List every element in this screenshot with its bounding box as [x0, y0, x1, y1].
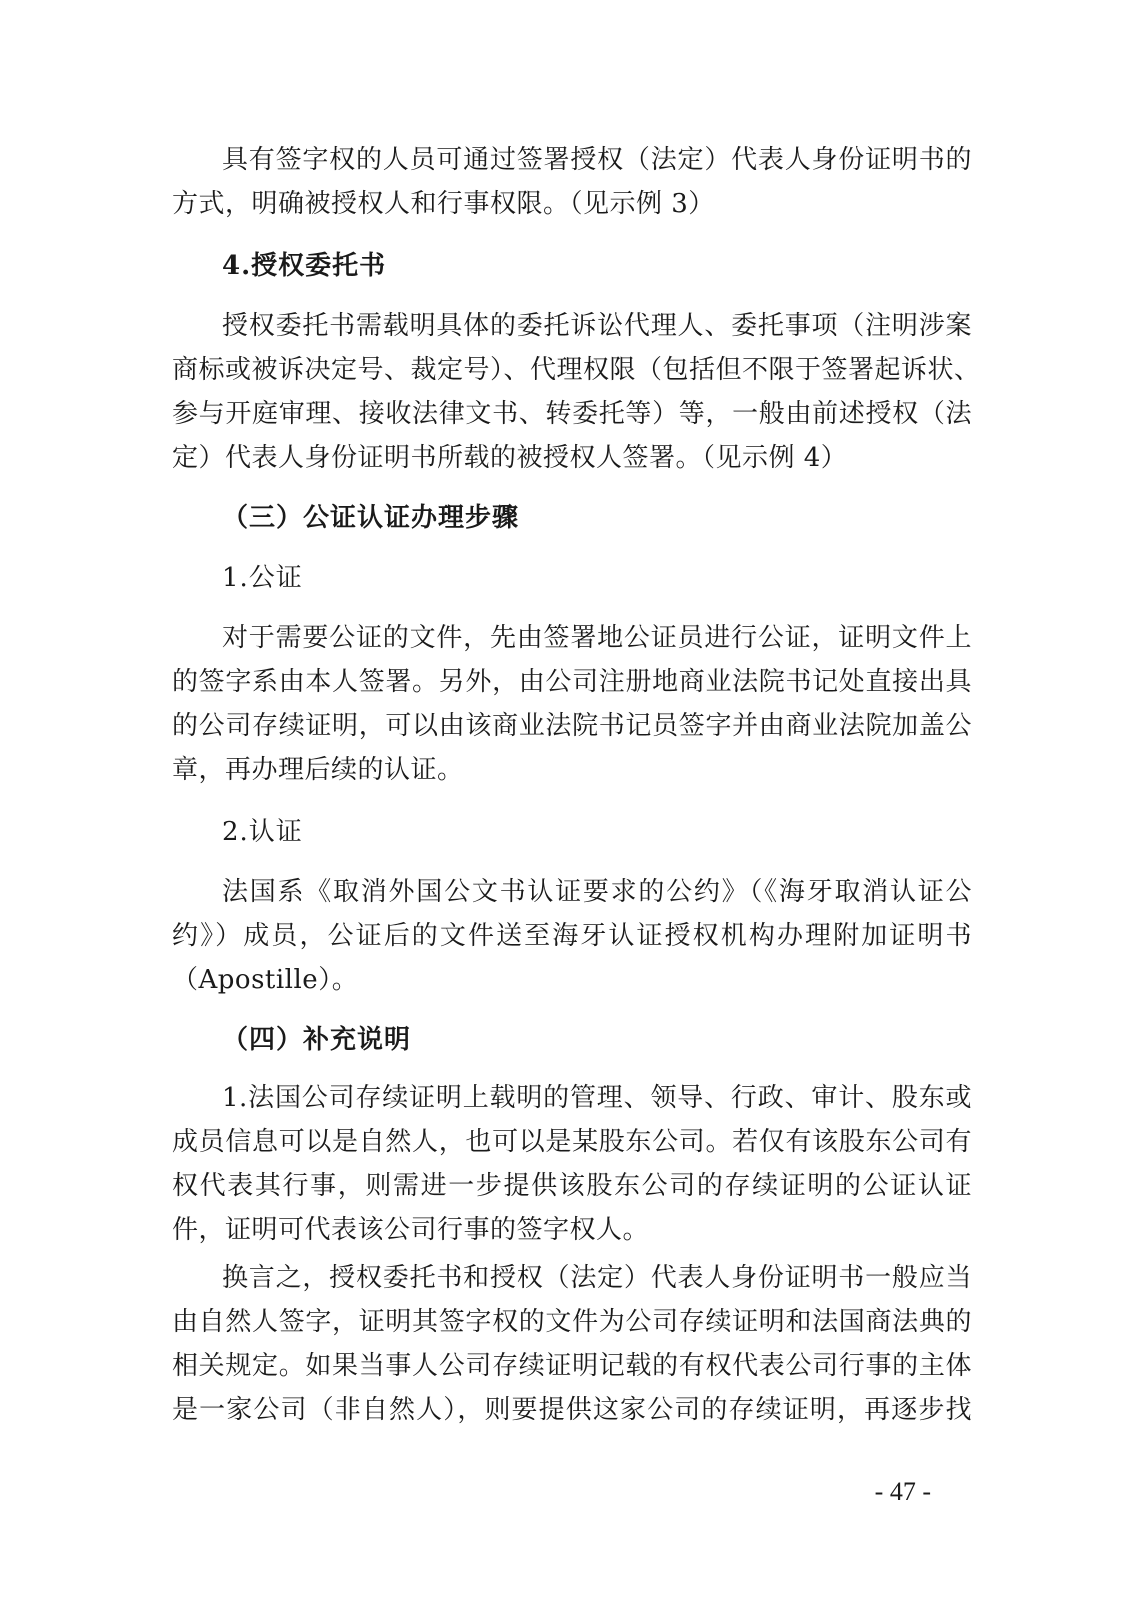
- text-line: 的签字系由本人签署。另外，由公司注册地商业法院书记处直接出具: [172, 667, 972, 697]
- text-line: 法国系《取消外国公文书认证要求的公约》（《海牙取消认证公: [222, 877, 972, 907]
- text-line: 相关规定。如果当事人公司存续证明记载的有权代表公司行事的主体: [172, 1351, 972, 1381]
- text-line: 1.法国公司存续证明上载明的管理、领导、行政、审计、股东或: [222, 1083, 972, 1113]
- text-line: 章，再办理后续的认证。: [172, 755, 464, 785]
- text-line: 由自然人签字，证明其签字权的文件为公司存续证明和法国商法典的: [172, 1307, 972, 1337]
- text-line: 定）代表人身份证明书所载的被授权人签署。（见示例 4）: [172, 443, 848, 473]
- page-number: - 47 -: [874, 1477, 931, 1506]
- text-line: 具有签字权的人员可通过签署授权（法定）代表人身份证明书的: [222, 145, 972, 175]
- text-line: 是一家公司（非自然人），则要提供这家公司的存续证明，再逐步找: [172, 1395, 972, 1425]
- text-line: 商标或被诉决定号、裁定号）、代理权限（包括但不限于签署起诉状、: [172, 355, 981, 385]
- text-line: 件，证明可代表该公司行事的签字权人。: [172, 1215, 650, 1245]
- text-line: 方式，明确被授权人和行事权限。（见示例 3）: [172, 189, 715, 219]
- section-heading-notarization-steps: （三）公证认证办理步骤: [222, 503, 520, 533]
- text-line: 参与开庭审理、接收法律文书、转委托等）等，一般由前述授权（法: [172, 399, 972, 429]
- text-line: 授权委托书需载明具体的委托诉讼代理人、委托事项（注明涉案: [222, 311, 972, 341]
- heading-power-of-attorney: 4.授权委托书: [222, 251, 387, 281]
- text-line: 的公司存续证明，可以由该商业法院书记员签字并由商业法院加盖公: [172, 711, 972, 741]
- text-line: 对于需要公证的文件，先由签署地公证员进行公证，证明文件上: [222, 623, 972, 653]
- text-line: （Apostille）。: [172, 965, 359, 995]
- text-line: 约》）成员，公证后的文件送至海牙认证授权机构办理附加证明书: [172, 921, 972, 951]
- section-heading-supplementary-notes: （四）补充说明: [222, 1025, 412, 1055]
- subheading-authentication: 2.认证: [222, 817, 303, 847]
- text-line: 权代表其行事，则需进一步提供该股东公司的存续证明的公证认证: [172, 1171, 972, 1201]
- subheading-notarization: 1.公证: [222, 563, 303, 593]
- text-line: 成员信息可以是自然人，也可以是某股东公司。若仅有该股东公司有: [172, 1127, 972, 1157]
- text-line: 换言之，授权委托书和授权（法定）代表人身份证明书一般应当: [222, 1263, 972, 1293]
